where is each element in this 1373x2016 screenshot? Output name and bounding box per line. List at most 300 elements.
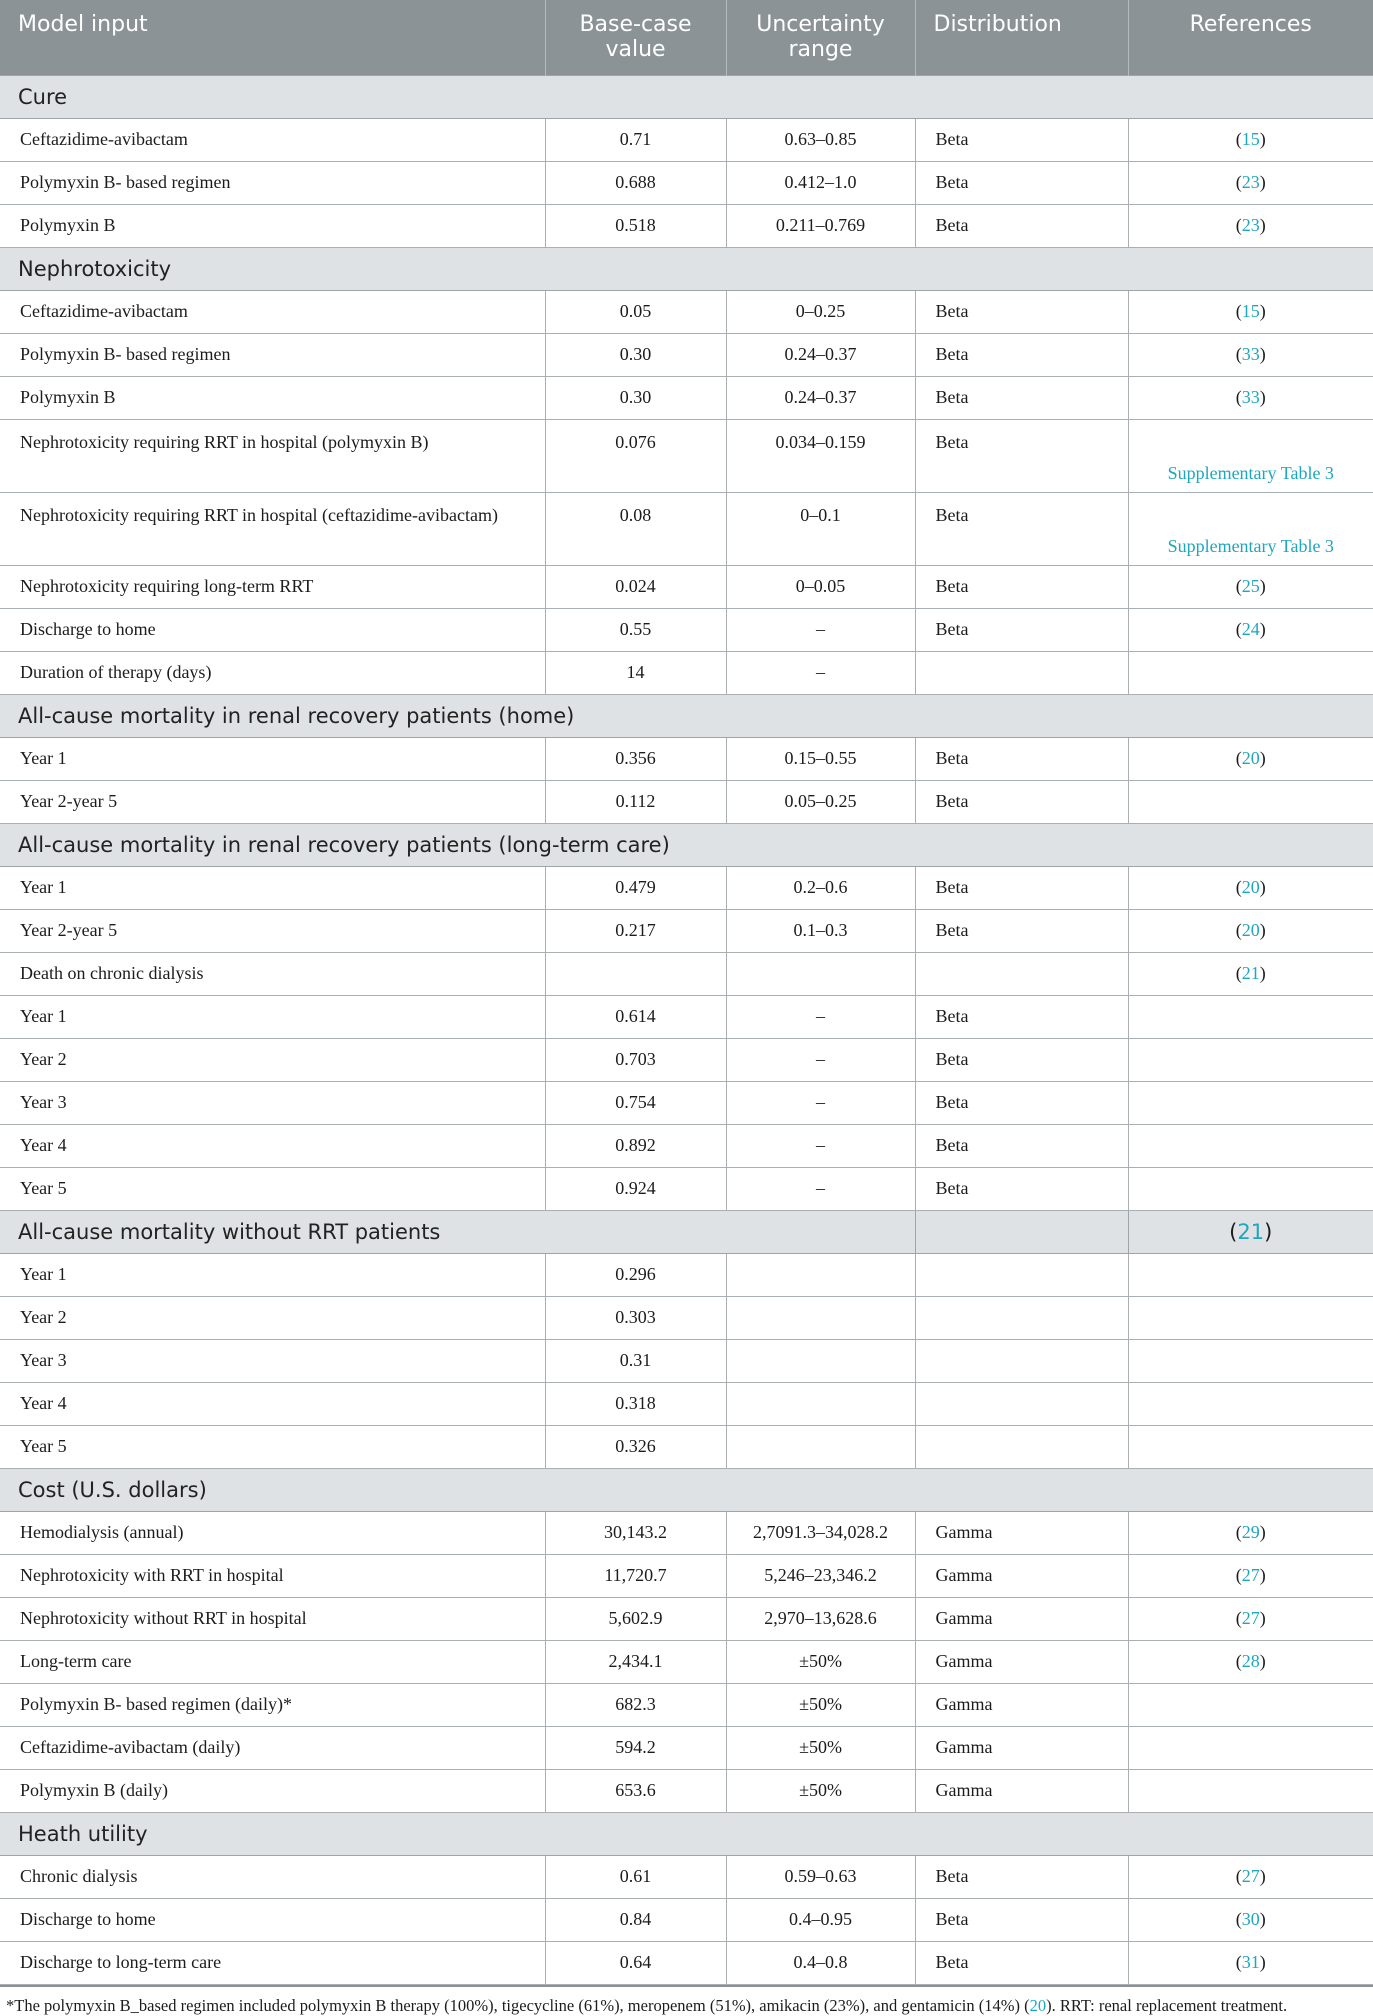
table-row: [0, 1941, 1373, 1984]
distribution-cell: Beta: [915, 1038, 1128, 1081]
base-case-value-cell: 0.05: [545, 290, 726, 333]
references-cell: [1128, 1511, 1373, 1554]
uncertainty-range-cell: –: [726, 608, 915, 651]
distribution-cell: Beta: [915, 909, 1128, 952]
table-row: [0, 118, 1373, 161]
table-row: [0, 1081, 1373, 1124]
table-row: [0, 995, 1373, 1038]
base-case-value-cell: [545, 952, 726, 995]
model-input-cell: Nephrotoxicity requiring RRT in hospital (ceftazidime-avibactam): [0, 492, 545, 565]
model-input-cell: Polymyxin B: [0, 376, 545, 419]
distribution-cell: [915, 1382, 1128, 1425]
base-case-value-cell: 5,602.9: [545, 1597, 726, 1640]
uncertainty-range-cell: [726, 1253, 915, 1296]
distribution-cell: Beta: [915, 1124, 1128, 1167]
base-case-value-cell: 0.356: [545, 737, 726, 780]
reference-close-paren: ): [1259, 387, 1266, 407]
section-header-row: [0, 1468, 1373, 1511]
references-cell: [1128, 1339, 1373, 1382]
uncertainty-range-cell: 0.05–0.25: [726, 780, 915, 823]
distribution-cell: [915, 1296, 1128, 1339]
column-header-distribution: Distribution: [915, 0, 1128, 75]
reference-link[interactable]: 23: [1241, 215, 1260, 235]
base-case-value-cell: 0.84: [545, 1898, 726, 1941]
distribution-cell: Beta: [915, 118, 1128, 161]
table-row: [0, 1554, 1373, 1597]
table-row: [0, 204, 1373, 247]
distribution-cell: Gamma: [915, 1554, 1128, 1597]
distribution-cell: Beta: [915, 1898, 1128, 1941]
base-case-value-cell: 11,720.7: [545, 1554, 726, 1597]
uncertainty-range-cell: [726, 1296, 915, 1339]
references-cell: [1128, 1554, 1373, 1597]
table-row: [0, 608, 1373, 651]
reference-open-paren: (: [1235, 1565, 1242, 1585]
reference-open-paren: (: [1235, 129, 1242, 149]
column-header-uncertainty-range: Uncertainty range: [726, 0, 915, 75]
references-cell: [1128, 1640, 1373, 1683]
model-input-cell: Year 2: [0, 1296, 545, 1339]
table-body: [0, 75, 1373, 1984]
uncertainty-range-cell: –: [726, 651, 915, 694]
model-input-cell: Year 3: [0, 1081, 545, 1124]
base-case-value-cell: 682.3: [545, 1683, 726, 1726]
reference-link[interactable]: 24: [1241, 619, 1260, 639]
reference-link[interactable]: 33: [1241, 344, 1260, 364]
section-title: Nephrotoxicity: [0, 247, 1373, 290]
reference-link[interactable]: 30: [1241, 1909, 1260, 1929]
uncertainty-range-cell: 0.211–0.769: [726, 204, 915, 247]
reference-close-paren: ): [1259, 1522, 1266, 1542]
table-row: [0, 1167, 1373, 1210]
base-case-value-cell: 0.31: [545, 1339, 726, 1382]
base-case-value-cell: 0.892: [545, 1124, 726, 1167]
footnote-reference-link[interactable]: 20: [1029, 1995, 1047, 2015]
reference-close-paren: ): [1259, 215, 1266, 235]
section-reference-cell: [1128, 1210, 1373, 1253]
column-header-model-input: Model input: [0, 0, 545, 75]
section-header-row: [0, 694, 1373, 737]
model-input-cell: Year 4: [0, 1124, 545, 1167]
base-case-value-cell: 0.08: [545, 492, 726, 565]
column-header-base-case: Base-case value: [545, 0, 726, 75]
reference-link[interactable]: 27: [1241, 1866, 1260, 1886]
references-cell: [1128, 1769, 1373, 1812]
references-cell: [1128, 608, 1373, 651]
reference-close-paren: ): [1259, 1952, 1266, 1972]
uncertainty-range-cell: ±50%: [726, 1683, 915, 1726]
base-case-value-cell: 594.2: [545, 1726, 726, 1769]
uncertainty-range-cell: ±50%: [726, 1769, 915, 1812]
references-cell: [1128, 995, 1373, 1038]
section-title: Heath utility: [0, 1812, 1373, 1855]
reference-close-paren: ): [1259, 1909, 1266, 1929]
distribution-cell: Beta: [915, 780, 1128, 823]
references-cell: [1128, 1855, 1373, 1898]
table-row: [0, 952, 1373, 995]
section-header-row: [0, 75, 1373, 118]
model-input-cell: Year 1: [0, 995, 545, 1038]
base-case-value-cell: 0.924: [545, 1167, 726, 1210]
reference-link[interactable]: 25: [1241, 576, 1260, 596]
references-cell: [1128, 492, 1373, 565]
base-case-value-cell: 0.688: [545, 161, 726, 204]
reference-link[interactable]: 28: [1241, 1651, 1260, 1671]
references-cell: [1128, 419, 1373, 492]
model-input-cell: Year 4: [0, 1382, 545, 1425]
footnote-text-before: *The polymyxin B_based regimen included polymyxin B therapy (100%), tigecycline (61%), meropenem (51%), amikacin (23%), and gentamicin (14%) (: [6, 1995, 1030, 2015]
model-input-cell: Year 2: [0, 1038, 545, 1081]
uncertainty-range-cell: ±50%: [726, 1640, 915, 1683]
reference-open-paren: (: [1235, 619, 1242, 639]
uncertainty-range-cell: 0.4–0.8: [726, 1941, 915, 1984]
references-cell: [1128, 1296, 1373, 1339]
table-row: [0, 161, 1373, 204]
uncertainty-range-cell: 0.2–0.6: [726, 866, 915, 909]
model-input-cell: Ceftazidime-avibactam (daily): [0, 1726, 545, 1769]
base-case-value-cell: 0.479: [545, 866, 726, 909]
reference-link[interactable]: 33: [1241, 387, 1260, 407]
reference-open-paren: (: [1235, 1522, 1242, 1542]
table-row: [0, 1726, 1373, 1769]
model-input-cell: Polymyxin B: [0, 204, 545, 247]
reference-open-paren: (: [1235, 963, 1242, 983]
base-case-value-cell: 0.303: [545, 1296, 726, 1339]
model-input-cell: Polymyxin B (daily): [0, 1769, 545, 1812]
section-header-row: [0, 247, 1373, 290]
base-case-value-cell: 0.296: [545, 1253, 726, 1296]
reference-close-paren: ): [1259, 1608, 1266, 1628]
base-case-value-cell: 0.112: [545, 780, 726, 823]
base-case-value-cell: 0.326: [545, 1425, 726, 1468]
model-input-cell: Year 1: [0, 1253, 545, 1296]
distribution-cell: Beta: [915, 995, 1128, 1038]
model-input-cell: Year 1: [0, 737, 545, 780]
table-row: [0, 565, 1373, 608]
uncertainty-range-cell: 5,246–23,346.2: [726, 1554, 915, 1597]
distribution-cell: Beta: [915, 1941, 1128, 1984]
column-header-references: References: [1128, 0, 1373, 75]
uncertainty-range-cell: 0.63–0.85: [726, 118, 915, 161]
uncertainty-range-cell: [726, 1425, 915, 1468]
distribution-cell: Beta: [915, 333, 1128, 376]
table-row: [0, 1898, 1373, 1941]
section-header-row: [0, 1812, 1373, 1855]
references-cell: [1128, 1081, 1373, 1124]
uncertainty-range-cell: 2,970–13,628.6: [726, 1597, 915, 1640]
distribution-cell: Beta: [915, 1855, 1128, 1898]
base-case-value-cell: 0.30: [545, 333, 726, 376]
uncertainty-range-cell: [726, 1382, 915, 1425]
table-row: [0, 1597, 1373, 1640]
reference-open-paren: (: [1235, 215, 1242, 235]
reference-open-paren: (: [1235, 1651, 1242, 1671]
uncertainty-range-cell: –: [726, 1081, 915, 1124]
reference-link[interactable]: Supplementary Table 3: [1167, 535, 1334, 556]
reference-close-paren: ): [1259, 1565, 1266, 1585]
model-input-cell: Duration of therapy (days): [0, 651, 545, 694]
references-cell: [1128, 1425, 1373, 1468]
references-cell: [1128, 1726, 1373, 1769]
references-cell: [1128, 909, 1373, 952]
uncertainty-range-cell: [726, 1339, 915, 1382]
references-cell: [1128, 1597, 1373, 1640]
references-cell: [1128, 1167, 1373, 1210]
references-cell: [1128, 1683, 1373, 1726]
uncertainty-range-cell: –: [726, 1167, 915, 1210]
table-row: [0, 651, 1373, 694]
model-input-cell: Polymyxin B- based regimen: [0, 161, 545, 204]
reference-open-paren: (: [1235, 1866, 1242, 1886]
reference-close-paren: ): [1259, 619, 1266, 639]
distribution-cell: Beta: [915, 866, 1128, 909]
reference-open-paren: (: [1235, 1952, 1242, 1972]
model-input-cell: Discharge to home: [0, 608, 545, 651]
table-row: [0, 866, 1373, 909]
reference-link[interactable]: 20: [1241, 877, 1260, 897]
base-case-value-cell: 0.55: [545, 608, 726, 651]
table-row: [0, 1855, 1373, 1898]
reference-link[interactable]: 23: [1241, 172, 1260, 192]
reference-link[interactable]: 31: [1241, 1952, 1260, 1972]
references-cell: [1128, 565, 1373, 608]
section-empty-cell: [915, 1210, 1128, 1253]
reference-link[interactable]: 21: [1241, 963, 1260, 983]
base-case-value-cell: 0.614: [545, 995, 726, 1038]
uncertainty-range-cell: [726, 952, 915, 995]
uncertainty-range-cell: 0.24–0.37: [726, 376, 915, 419]
reference-link[interactable]: 27: [1241, 1565, 1260, 1585]
table-row: [0, 1253, 1373, 1296]
distribution-cell: Gamma: [915, 1511, 1128, 1554]
reference-close-paren: ): [1259, 344, 1266, 364]
distribution-cell: Beta: [915, 290, 1128, 333]
base-case-value-cell: 0.024: [545, 565, 726, 608]
uncertainty-range-cell: 0–0.1: [726, 492, 915, 565]
reference-link[interactable]: 20: [1241, 748, 1260, 768]
base-case-value-cell: 0.076: [545, 419, 726, 492]
uncertainty-range-cell: 0.412–1.0: [726, 161, 915, 204]
distribution-cell: Beta: [915, 161, 1128, 204]
reference-close-paren: ): [1259, 963, 1266, 983]
uncertainty-range-cell: 0.4–0.95: [726, 1898, 915, 1941]
reference-close-paren: ): [1259, 748, 1266, 768]
base-case-value-cell: 0.30: [545, 376, 726, 419]
reference-close-paren: ): [1259, 129, 1266, 149]
base-case-value-cell: 0.64: [545, 1941, 726, 1984]
uncertainty-range-cell: –: [726, 1124, 915, 1167]
reference-close-paren: ): [1259, 301, 1266, 321]
model-input-cell: Chronic dialysis: [0, 1855, 545, 1898]
reference-open-paren: (: [1235, 387, 1242, 407]
table-row: [0, 1683, 1373, 1726]
model-input-cell: Polymyxin B- based regimen: [0, 333, 545, 376]
reference-link[interactable]: 29: [1241, 1522, 1260, 1542]
distribution-cell: Beta: [915, 492, 1128, 565]
references-cell: [1128, 1382, 1373, 1425]
base-case-value-cell: 0.754: [545, 1081, 726, 1124]
distribution-cell: [915, 651, 1128, 694]
distribution-cell: Beta: [915, 419, 1128, 492]
references-cell: [1128, 651, 1373, 694]
distribution-cell: Gamma: [915, 1726, 1128, 1769]
uncertainty-range-cell: 0.1–0.3: [726, 909, 915, 952]
distribution-cell: [915, 1253, 1128, 1296]
reference-open-paren: (: [1235, 920, 1242, 940]
reference-open-paren: (: [1235, 172, 1242, 192]
references-cell: [1128, 1038, 1373, 1081]
references-cell: [1128, 780, 1373, 823]
model-input-cell: Death on chronic dialysis: [0, 952, 545, 995]
references-cell: [1128, 290, 1373, 333]
reference-open-paren: (: [1235, 1608, 1242, 1628]
reference-link[interactable]: 20: [1241, 920, 1260, 940]
references-cell: [1128, 204, 1373, 247]
model-input-cell: Discharge to long-term care: [0, 1941, 545, 1984]
base-case-value-cell: 0.518: [545, 204, 726, 247]
base-case-value-cell: 0.703: [545, 1038, 726, 1081]
reference-link[interactable]: 27: [1241, 1608, 1260, 1628]
reference-close-paren: ): [1259, 172, 1266, 192]
section-title: All-cause mortality in renal recovery patients (home): [0, 694, 1373, 737]
references-cell: [1128, 866, 1373, 909]
uncertainty-range-cell: –: [726, 995, 915, 1038]
table-row: [0, 419, 1373, 492]
table-row: [0, 376, 1373, 419]
reference-close-paren: ): [1259, 877, 1266, 897]
distribution-cell: Beta: [915, 376, 1128, 419]
table-row: [0, 333, 1373, 376]
reference-link[interactable]: 15: [1241, 301, 1260, 321]
model-input-cell: Nephrotoxicity with RRT in hospital: [0, 1554, 545, 1597]
references-cell: [1128, 376, 1373, 419]
table-row: [0, 1296, 1373, 1339]
distribution-cell: Gamma: [915, 1640, 1128, 1683]
reference-link[interactable]: 21: [1237, 1219, 1265, 1244]
base-case-value-cell: 0.71: [545, 118, 726, 161]
base-case-value-cell: 30,143.2: [545, 1511, 726, 1554]
references-cell: [1128, 1941, 1373, 1984]
distribution-cell: Beta: [915, 565, 1128, 608]
distribution-cell: [915, 1339, 1128, 1382]
section-header-row: [0, 823, 1373, 866]
distribution-cell: Gamma: [915, 1597, 1128, 1640]
reference-close-paren: ): [1259, 1651, 1266, 1671]
model-input-cell: Year 1: [0, 866, 545, 909]
references-cell: [1128, 1898, 1373, 1941]
model-input-cell: Nephrotoxicity requiring RRT in hospital (polymyxin B): [0, 419, 545, 492]
references-cell: [1128, 333, 1373, 376]
uncertainty-range-cell: 0.034–0.159: [726, 419, 915, 492]
table-row: [0, 1425, 1373, 1468]
base-case-value-cell: 14: [545, 651, 726, 694]
uncertainty-range-cell: –: [726, 1038, 915, 1081]
section-title: Cure: [0, 75, 1373, 118]
reference-open-paren: (: [1235, 344, 1242, 364]
references-cell: [1128, 1253, 1373, 1296]
references-cell: [1128, 737, 1373, 780]
table-row: [0, 1339, 1373, 1382]
table-row: [0, 1124, 1373, 1167]
distribution-cell: [915, 1425, 1128, 1468]
uncertainty-range-cell: 2,7091.3–34,028.2: [726, 1511, 915, 1554]
table-row: [0, 492, 1373, 565]
table-row: [0, 1382, 1373, 1425]
distribution-cell: Beta: [915, 204, 1128, 247]
reference-close-paren: ): [1259, 920, 1266, 940]
base-case-value-cell: 653.6: [545, 1769, 726, 1812]
reference-open-paren: (: [1235, 301, 1242, 321]
model-input-cell: Long-term care: [0, 1640, 545, 1683]
model-input-cell: Year 5: [0, 1425, 545, 1468]
base-case-value-cell: 0.217: [545, 909, 726, 952]
model-input-cell: Ceftazidime-avibactam: [0, 290, 545, 333]
base-case-value-cell: 2,434.1: [545, 1640, 726, 1683]
reference-link[interactable]: Supplementary Table 3: [1167, 462, 1334, 483]
distribution-cell: Gamma: [915, 1769, 1128, 1812]
distribution-cell: Beta: [915, 737, 1128, 780]
table-row: [0, 780, 1373, 823]
uncertainty-range-cell: ±50%: [726, 1726, 915, 1769]
table-row: [0, 1769, 1373, 1812]
reference-open-paren: (: [1235, 576, 1242, 596]
reference-open-paren: (: [1235, 748, 1242, 768]
reference-open-paren: (: [1229, 1219, 1238, 1244]
reference-close-paren: ): [1259, 1866, 1266, 1886]
model-input-cell: Nephrotoxicity without RRT in hospital: [0, 1597, 545, 1640]
section-header-row: [0, 1210, 1373, 1253]
table-row: [0, 290, 1373, 333]
model-input-cell: Year 2-year 5: [0, 780, 545, 823]
uncertainty-range-cell: 0.15–0.55: [726, 737, 915, 780]
footnote-text-after: ). RRT: renal replacement treatment.: [1046, 1995, 1288, 2015]
distribution-cell: Beta: [915, 1167, 1128, 1210]
section-title: Cost (U.S. dollars): [0, 1468, 1373, 1511]
table-header: [0, 0, 1373, 75]
model-input-cell: Year 3: [0, 1339, 545, 1382]
uncertainty-range-cell: 0–0.25: [726, 290, 915, 333]
table-row: [0, 1640, 1373, 1683]
section-title: All-cause mortality without RRT patients: [0, 1210, 915, 1253]
section-title: All-cause mortality in renal recovery patients (long-term care): [0, 823, 1373, 866]
model-input-cell: Ceftazidime-avibactam: [0, 118, 545, 161]
table-row: [0, 737, 1373, 780]
model-input-cell: Hemodialysis (annual): [0, 1511, 545, 1554]
table-row: [0, 909, 1373, 952]
model-input-cell: Discharge to home: [0, 1898, 545, 1941]
distribution-cell: Beta: [915, 608, 1128, 651]
uncertainty-range-cell: 0.24–0.37: [726, 333, 915, 376]
reference-link[interactable]: 15: [1241, 129, 1260, 149]
distribution-cell: [915, 952, 1128, 995]
model-input-cell: Polymyxin B- based regimen (daily)*: [0, 1683, 545, 1726]
references-cell: [1128, 118, 1373, 161]
references-cell: [1128, 952, 1373, 995]
model-input-cell: Nephrotoxicity requiring long-term RRT: [0, 565, 545, 608]
model-input-cell: Year 5: [0, 1167, 545, 1210]
uncertainty-range-cell: 0–0.05: [726, 565, 915, 608]
reference-open-paren: (: [1235, 1909, 1242, 1929]
references-cell: [1128, 1124, 1373, 1167]
base-case-value-cell: 0.318: [545, 1382, 726, 1425]
distribution-cell: Beta: [915, 1081, 1128, 1124]
model-input-cell: Year 2-year 5: [0, 909, 545, 952]
table-row: [0, 1038, 1373, 1081]
references-cell: [1128, 161, 1373, 204]
base-case-value-cell: 0.61: [545, 1855, 726, 1898]
uncertainty-range-cell: 0.59–0.63: [726, 1855, 915, 1898]
reference-close-paren: ): [1259, 576, 1266, 596]
